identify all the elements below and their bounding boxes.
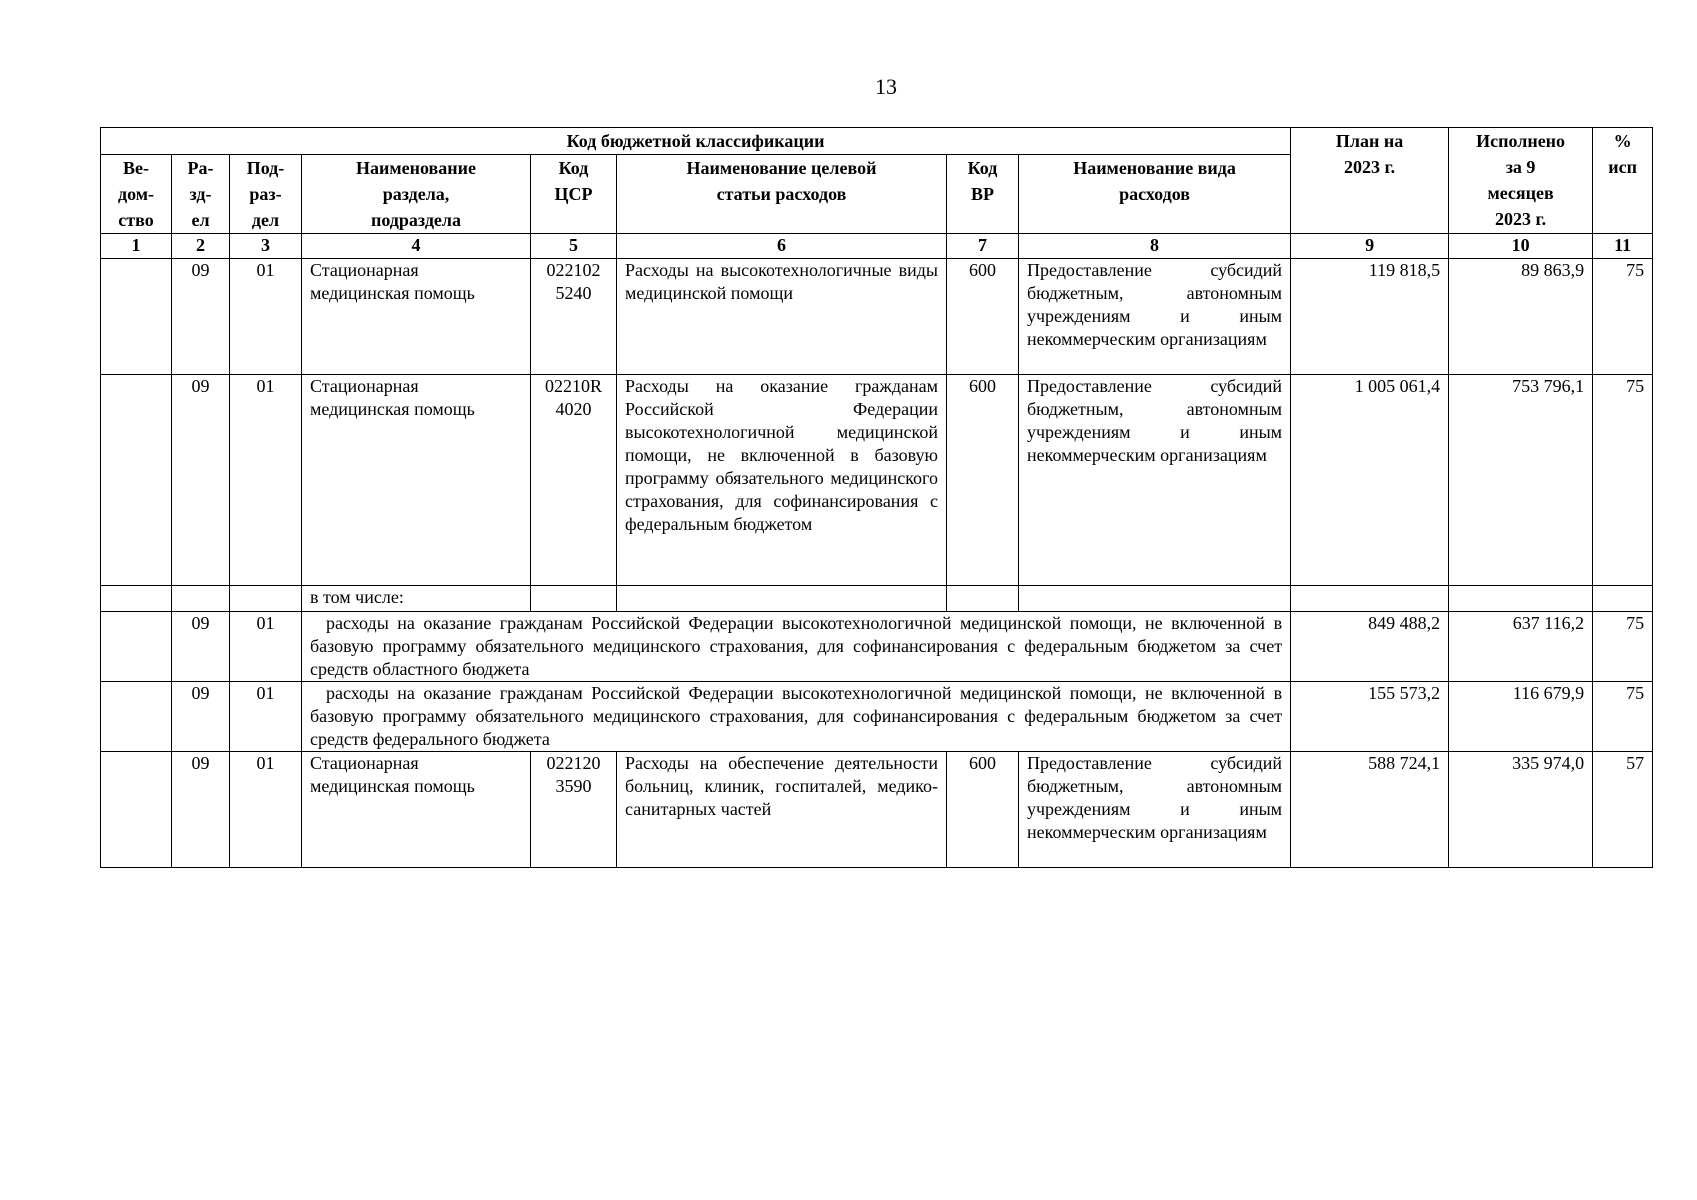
csr-cell: 022120 3590 [531,752,617,868]
header-col-label: Ве- дом- ство [117,158,155,230]
csr-cell: 02210R 4020 [531,375,617,586]
table-row [101,259,1653,375]
plan-cell: 849 488,2 [1291,612,1449,682]
plan-cell: 155 573,2 [1291,682,1449,752]
header-col-7 [947,155,1019,234]
column-number: 3 [230,234,302,259]
done-cell: 637 116,2 [1449,612,1593,682]
vedomstvo-cell [101,259,172,375]
empty-cell [1449,586,1593,612]
header-col-6 [617,155,947,234]
including-label: в том числе: [302,586,531,612]
column-number: 11 [1593,234,1653,259]
done-cell: 753 796,1 [1449,375,1593,586]
vr-name-cell [1019,375,1291,586]
column-number: 1 [101,234,172,259]
header-col-11 [1593,128,1653,234]
budget-table [100,127,1653,868]
vr-cell: 600 [947,752,1019,868]
pct-cell: 75 [1593,612,1653,682]
header-col-8 [1019,155,1291,234]
column-number-row [101,234,1653,259]
vr-cell: 600 [947,375,1019,586]
empty-cell [617,586,947,612]
table-row [101,752,1653,868]
vedomstvo-cell [101,612,172,682]
header-col-label: Исполнено за 9 месяцев 2023 г. [1476,131,1566,229]
vr-name-text: Предоставление субсидий бюджетным, автономным учреждениям и иным некоммерческим организациям [1027,376,1283,465]
podrazdel-cell: 01 [230,682,302,752]
empty-cell [172,586,230,612]
section-name-cell: Стационарная медицинская помощь [302,375,531,586]
vr-name-text: Предоставление субсидий бюджетным, автономным учреждениям и иным некоммерческим организациям [1027,753,1283,842]
merged-description-text: расходы на оказание гражданам Российской Федерации высокотехнологичной медицинской помощи, не включенной в базовую программу обязательного медицинского страхования, для софинансирования с федеральным бюджетом за счет средств федерального бюджета [310,683,1283,749]
plan-cell: 1 005 061,4 [1291,375,1449,586]
header-col-2 [172,155,230,234]
razdel-cell: 09 [172,375,230,586]
podrazdel-cell: 01 [230,612,302,682]
column-number: 4 [302,234,531,259]
vr-name-cell [1019,752,1291,868]
header-col-3 [230,155,302,234]
pct-cell: 75 [1593,259,1653,375]
empty-cell [1019,586,1291,612]
header-col-label: Наименование целевой статьи расходов [686,158,877,204]
header-col-label: Код ВР [967,158,998,204]
vr-name-cell [1019,259,1291,375]
header-col-label: Код ЦСР [554,158,593,204]
table-row [101,612,1653,682]
csr-cell: 022102 5240 [531,259,617,375]
section-name-cell: Стационарная медицинская помощь [302,259,531,375]
vr-name-text: Предоставление субсидий бюджетным, автономным учреждениям и иным некоммерческим организациям [1027,260,1283,349]
header-col-1 [101,155,172,234]
header-col-label: Наименование раздела, подраздела [356,158,476,230]
vedomstvo-cell [101,682,172,752]
column-number: 7 [947,234,1019,259]
podrazdel-cell: 01 [230,375,302,586]
plan-cell: 588 724,1 [1291,752,1449,868]
column-number: 9 [1291,234,1449,259]
header-col-9 [1291,128,1449,234]
section-name-cell: Стационарная медицинская помощь [302,752,531,868]
vedomstvo-cell [101,752,172,868]
column-number: 6 [617,234,947,259]
table-row [101,375,1653,586]
column-number: 2 [172,234,230,259]
header-col-4 [302,155,531,234]
header-col-label: Под- раз- дел [246,158,285,230]
pct-cell: 57 [1593,752,1653,868]
podrazdel-cell: 01 [230,259,302,375]
empty-cell [1291,586,1449,612]
target-name-cell [617,259,947,375]
target-name-text: Расходы на обеспечение деятельности больниц, клиник, госпиталей, медико-санитарных частей [625,753,938,819]
column-number: 10 [1449,234,1593,259]
done-cell: 89 863,9 [1449,259,1593,375]
header-col-label: Наименование вида расходов [1073,158,1236,204]
header-col-label: Ра- зд- ел [187,158,214,230]
table-row-including [101,586,1653,612]
header-col-label: % исп [1608,131,1637,177]
empty-cell [1593,586,1653,612]
done-cell: 335 974,0 [1449,752,1593,868]
merged-description-text: расходы на оказание гражданам Российской Федерации высокотехнологичной медицинской помощи, не включенной в базовую программу обязательного медицинского страхования, для софинансирования с федеральным бюджетом за счет средств областного бюджета [310,613,1283,679]
pct-cell: 75 [1593,682,1653,752]
vr-cell: 600 [947,259,1019,375]
razdel-cell: 09 [172,259,230,375]
merged-description-cell [302,682,1291,752]
target-name-cell [617,752,947,868]
vedomstvo-cell [101,375,172,586]
empty-cell [230,586,302,612]
target-name-cell [617,375,947,586]
column-number: 8 [1019,234,1291,259]
header-col-10 [1449,128,1593,234]
pct-cell: 75 [1593,375,1653,586]
razdel-cell: 09 [172,752,230,868]
plan-cell: 119 818,5 [1291,259,1449,375]
razdel-cell: 09 [172,612,230,682]
target-name-text: Расходы на оказание гражданам Российской Федерации высокотехнологичной медицинской помощи, не включенной в базовую программу обязательного медицинского страхования, для софинансирования с федеральным бюджетом [625,376,938,534]
merged-description-cell [302,612,1291,682]
header-group-title: Код бюджетной классификации [101,128,1291,155]
empty-cell [947,586,1019,612]
podrazdel-cell: 01 [230,752,302,868]
header-col-label: План на 2023 г. [1335,131,1404,177]
header-col-5 [531,155,617,234]
table-row [101,682,1653,752]
empty-cell [101,586,172,612]
target-name-text: Расходы на высокотехнологичные виды медицинской помощи [625,260,938,303]
razdel-cell: 09 [172,682,230,752]
done-cell: 116 679,9 [1449,682,1593,752]
column-number: 5 [531,234,617,259]
empty-cell [531,586,617,612]
page-number: 13 [875,74,897,99]
